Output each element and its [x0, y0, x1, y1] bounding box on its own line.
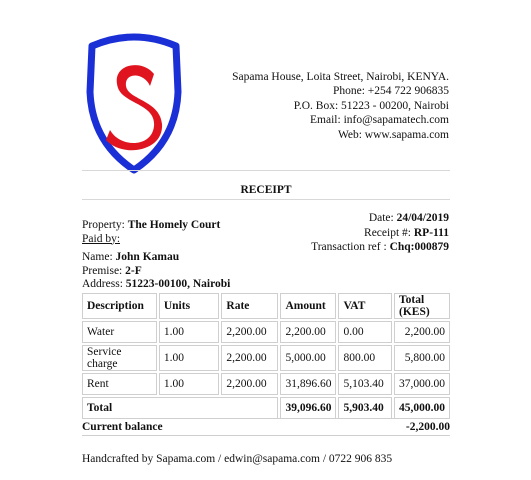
table-row: [82, 321, 450, 343]
paid-by-row: [82, 233, 220, 247]
receipt-number-row: [311, 226, 449, 241]
header-rate: Rate: [221, 293, 278, 319]
payer-address-label: Address:: [82, 278, 123, 290]
total-grand: 45,000.00: [394, 397, 450, 419]
receipt-number-label: Receipt #:: [364, 226, 411, 239]
payer-address-row: [82, 278, 230, 292]
payer-name-value: John Kamau: [115, 251, 180, 263]
transaction-row: [311, 240, 449, 255]
header-divider: [82, 170, 450, 171]
transaction-value: Chq:000879: [389, 241, 449, 253]
cell-units: 1.00: [159, 373, 220, 395]
po-box-line: P.O. Box: 51223 - 00200, Nairobi: [293, 99, 449, 112]
header-amount: Amount: [280, 293, 336, 319]
table-header-row: [82, 293, 450, 319]
payer-name-row: [82, 251, 230, 265]
header-units: Units: [159, 293, 220, 319]
payer-details: [82, 251, 230, 292]
table-row: [82, 345, 450, 371]
items-table: [80, 291, 452, 421]
cell-units: 1.00: [159, 321, 220, 343]
cell-description: Service charge: [82, 345, 157, 371]
receipt-meta: [311, 211, 449, 255]
total-label: Total: [82, 397, 278, 419]
cell-amount: 5,000.00: [280, 345, 336, 371]
header-vat: VAT: [338, 293, 392, 319]
premise-value: 2-F: [125, 264, 142, 277]
table-total-row: [82, 397, 450, 419]
current-balance-row: [82, 418, 450, 436]
cell-vat: 800.00: [338, 345, 392, 371]
cell-description: Rent: [82, 373, 157, 395]
company-logo: [80, 30, 188, 176]
cell-vat: 0.00: [338, 321, 392, 343]
payer-name-label: Name:: [82, 251, 113, 263]
cell-vat: 5,103.40: [338, 373, 392, 395]
property-label: Property:: [82, 219, 125, 231]
current-balance-label: Current balance: [82, 421, 163, 433]
table-row: [82, 373, 450, 395]
premise-row: [82, 265, 230, 279]
property-row: [82, 219, 220, 233]
company-address: [232, 70, 449, 142]
shield-logo-icon: [80, 30, 188, 176]
premise-label: Premise:: [82, 264, 123, 277]
header-total: Total (KES): [394, 293, 450, 319]
cell-rate: 2,200.00: [221, 373, 278, 395]
address-line: Sapama House, Loita Street, Nairobi, KENYA.: [232, 71, 449, 83]
date-label: Date:: [368, 212, 394, 224]
cell-description: Water: [82, 321, 157, 343]
cell-total: 37,000.00: [394, 373, 450, 395]
total-amount: 39,096.60: [280, 397, 336, 419]
cell-rate: 2,200.00: [221, 321, 278, 343]
property-info: [82, 219, 220, 246]
property-value: The Homely Court: [127, 219, 221, 231]
cell-units: 1.00: [159, 345, 220, 371]
footer-credit: Handcrafted by Sapama.com / edwin@sapama.com / 0722 906 835: [82, 453, 393, 465]
total-vat: 5,903.40: [338, 397, 392, 419]
cell-rate: 2,200.00: [221, 345, 278, 371]
current-balance-value: -2,200.00: [405, 421, 450, 433]
date-value: 24/04/2019: [396, 212, 449, 224]
paid-by-label: Paid by:: [82, 232, 121, 245]
title-divider: [82, 199, 450, 200]
payer-address-value: 51223-00100, Nairobi: [125, 278, 231, 290]
receipt-title: RECEIPT: [240, 184, 292, 196]
email-line: Email: info@sapamatech.com: [310, 114, 449, 127]
date-row: [311, 211, 449, 226]
web-line: Web: www.sapama.com: [337, 128, 449, 141]
phone-line: Phone: +254 722 906835: [332, 85, 449, 98]
transaction-label: Transaction ref :: [311, 241, 387, 253]
header-description: Description: [82, 293, 157, 319]
receipt-number-value: RP-111: [413, 226, 449, 239]
cell-total: 5,800.00: [394, 345, 450, 371]
cell-total: 2,200.00: [394, 321, 450, 343]
cell-amount: 2,200.00: [280, 321, 336, 343]
cell-amount: 31,896.60: [280, 373, 336, 395]
